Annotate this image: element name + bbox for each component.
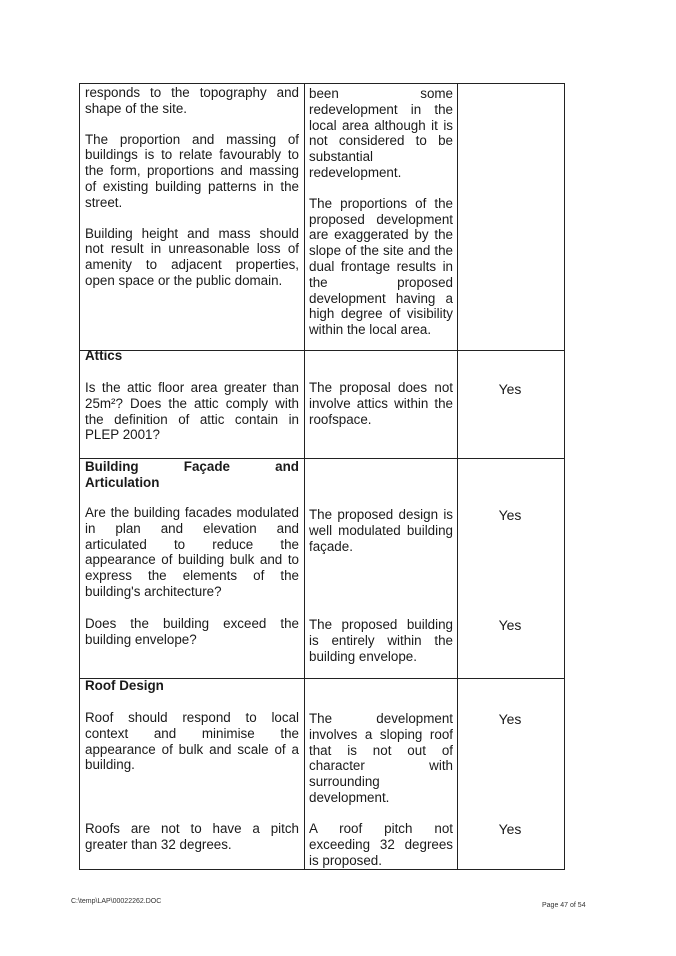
roof-requirement: Roof should respond to local context and minimise the appearance of bulk and scale of a building.	[85, 710, 299, 773]
facade-compliance: Yes	[498, 507, 522, 523]
response-text: The proportions of the proposed development are exaggerated by the slope of the site and the dual frontage results in the proposed development having a high degree of visibility within the local area.	[309, 195, 453, 338]
roof-response: The development involves a sloping roof that is not out of character with surrounding development.	[309, 711, 453, 805]
section-heading-attics: Attics	[85, 348, 123, 363]
pitch-response: A roof pitch not exceeding 32 degrees is proposed.	[309, 821, 453, 868]
attics-compliance: Yes	[498, 381, 522, 397]
envelope-requirement: Does the building exceed the building envelope?	[85, 616, 299, 647]
requirement-text: The proportion and massing of buildings is to relate favourably to the form, proportions and massing of existing building patterns in the street.	[85, 131, 299, 210]
envelope-compliance: Yes	[498, 617, 522, 633]
facade-requirement: Are the building facades modulated in plan and elevation and articulated to reduce the appearance of building bulk and to express the elements of the building's architecture?	[85, 505, 299, 599]
facade-response: The proposed design is well modulated building façade.	[309, 507, 453, 554]
document-path: C:\temp\LAP\00022262.DOC	[71, 898, 162, 905]
section-heading-roof: Roof Design	[85, 678, 164, 693]
response-text: been some redevelopment in the local area although it is not considered to be substantial redevelopment.	[309, 86, 453, 180]
section-heading-facade-cont: Articulation	[85, 475, 160, 490]
requirement-text: Building height and mass should not result in unreasonable loss of amenity to adjacent properties, open space or the public domain.	[85, 225, 299, 288]
intro-requirement	[85, 85, 299, 289]
attics-response: The proposal does not involve attics within the roofspace.	[309, 380, 453, 427]
column-divider	[457, 84, 458, 869]
roof-compliance: Yes	[498, 711, 522, 727]
section-heading-facade: Building Façade and	[85, 459, 299, 474]
pitch-compliance: Yes	[498, 821, 522, 837]
envelope-response: The proposed building is entirely within the building envelope.	[309, 617, 453, 664]
page-number: Page 47 of 54	[542, 902, 586, 909]
requirement-text: responds to the topography and shape of the site.	[85, 85, 299, 116]
assessment-table	[79, 83, 565, 870]
column-divider	[304, 84, 305, 869]
pitch-requirement: Roofs are not to have a pitch greater than 32 degrees.	[85, 821, 299, 852]
attics-requirement: Is the attic floor area greater than 25m²? Does the attic comply with the definition of attic contain in PLEP 2001?	[85, 380, 299, 443]
intro-response	[309, 86, 453, 338]
